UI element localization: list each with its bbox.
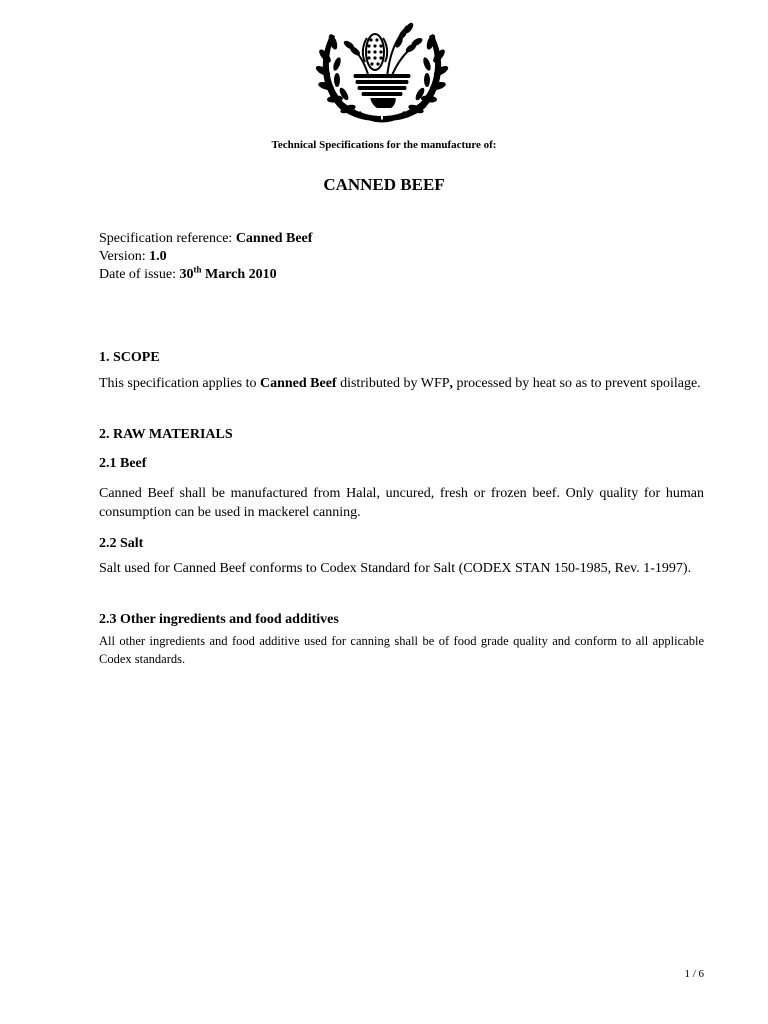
scope-text-comma: , bbox=[449, 376, 454, 391]
other-ingredients-paragraph: All other ingredients and food additive used for canning shall be of food grade quality and conform to all applicable Codex standards. bbox=[99, 634, 704, 666]
date-rest: March 2010 bbox=[201, 267, 277, 282]
date-day: 30 bbox=[179, 267, 194, 282]
version-value: 1.0 bbox=[149, 249, 167, 264]
spec-meta bbox=[99, 230, 312, 284]
scope-paragraph bbox=[99, 374, 704, 393]
beef-heading: 2.1 Beef bbox=[99, 456, 147, 471]
spec-reference-label: Specification reference: bbox=[99, 231, 236, 246]
beef-paragraph: Canned Beef shall be manufactured from Halal, uncured, fresh or frozen beef. Only quality for human consumption can be used in mackerel canning. bbox=[99, 486, 704, 520]
spec-reference-value: Canned Beef bbox=[235, 231, 313, 246]
spec-reference-line bbox=[99, 230, 312, 248]
other-ingredients-heading: 2.3 Other ingredients and food additives bbox=[99, 612, 339, 627]
date-suffix: th bbox=[193, 264, 202, 275]
raw-materials-heading: 2. RAW MATERIALS bbox=[99, 427, 233, 442]
salt-paragraph: Salt used for Canned Beef conforms to Codex Standard for Salt (CODEX STAN 150-1985, Rev. 1-1997). bbox=[99, 561, 692, 576]
salt-heading: 2.2 Salt bbox=[99, 536, 144, 551]
version-line bbox=[99, 248, 312, 266]
page-number: 1 / 6 bbox=[684, 968, 704, 980]
scope-text-1: This specification applies to bbox=[99, 376, 260, 391]
version-label: Version: bbox=[99, 249, 150, 264]
pretitle: Technical Specifications for the manufacture of: bbox=[271, 139, 497, 151]
scope-heading: 1. SCOPE bbox=[99, 350, 160, 365]
document-title: CANNED BEEF bbox=[323, 175, 445, 194]
date-label: Date of issue: bbox=[99, 267, 180, 282]
wfp-emblem-logo bbox=[311, 16, 453, 128]
scope-text-3: processed by heat so as to prevent spoilage. bbox=[453, 376, 701, 391]
scope-text-2: distributed by WFP bbox=[336, 376, 450, 391]
scope-text-bold: Canned Beef bbox=[259, 376, 337, 391]
date-line bbox=[99, 266, 312, 284]
